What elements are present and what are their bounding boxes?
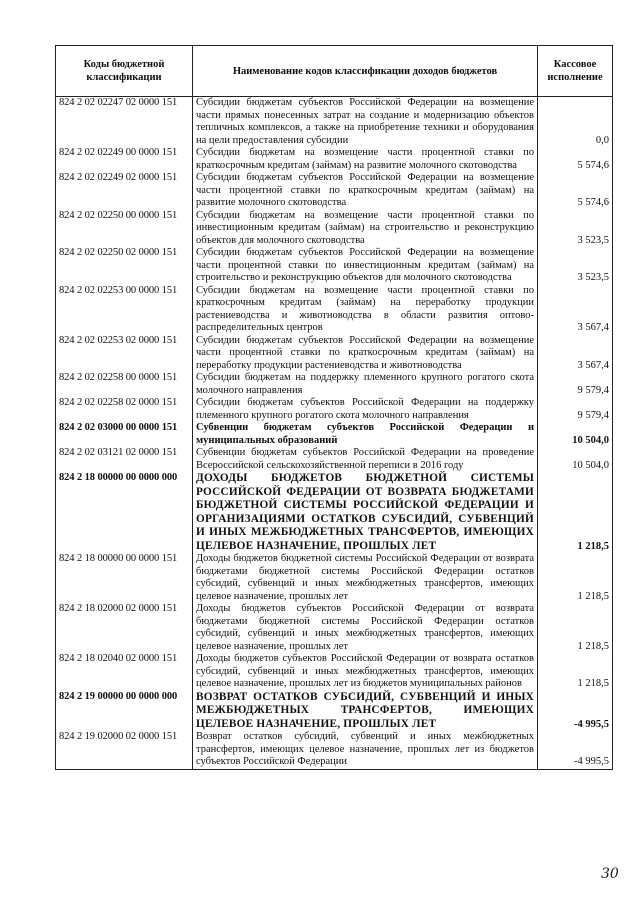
classification-code: 824 2 02 02247 02 0000 151 bbox=[56, 97, 193, 148]
cash-execution-value: 10 504,0 bbox=[538, 447, 613, 472]
classification-code: 824 2 19 00000 00 0000 000 bbox=[56, 691, 193, 732]
cash-execution-value: 9 579,4 bbox=[538, 397, 613, 422]
classification-name: Субсидии бюджетам на поддержку племенного крупного рогатого скота молочного направления bbox=[193, 372, 538, 397]
table-row bbox=[56, 472, 613, 553]
classification-code: 824 2 02 02253 02 0000 151 bbox=[56, 335, 193, 373]
cash-execution-value: 0,0 bbox=[538, 97, 613, 148]
cash-execution-value: 1 218,5 bbox=[538, 553, 613, 603]
classification-name: ВОЗВРАТ ОСТАТКОВ СУБСИДИЙ, СУБВЕНЦИЙ И ИНЫХ МЕЖБЮДЖЕТНЫХ ТРАНСФЕРТОВ, ИМЕЮЩИХ ЦЕЛЕВОЕ НАЗНАЧЕНИЕ, ПРОШЛЫХ ЛЕТ bbox=[193, 691, 538, 732]
classification-code: 824 2 02 02253 00 0000 151 bbox=[56, 285, 193, 335]
table-row bbox=[56, 247, 613, 285]
table-row bbox=[56, 335, 613, 373]
classification-name: ДОХОДЫ БЮДЖЕТОВ БЮДЖЕТНОЙ СИСТЕМЫ РОССИЙСКОЙ ФЕДЕРАЦИИ ОТ ВОЗВРАТА БЮДЖЕТАМИ БЮДЖЕТНОЙ СИСТЕМЫ РОССИЙСКОЙ ФЕДЕРАЦИИ И ОРГАНИЗАЦИЯМИ ОСТАТКОВ СУБСИДИЙ, СУБВЕНЦИЙ И ИНЫХ МЕЖБЮДЖЕТНЫХ ТРАНСФЕРТОВ, ИМЕЮЩИХ ЦЕЛЕВОЕ НАЗНАЧЕНИЕ, ПРОШЛЫХ ЛЕТ bbox=[193, 472, 538, 553]
page-number: 30 bbox=[601, 866, 619, 882]
table-header-row bbox=[56, 46, 613, 97]
table-row bbox=[56, 172, 613, 210]
classification-name: Субсидии бюджетам субъектов Российской Федерации на поддержку племенного крупного рогатого скота молочного направления bbox=[193, 397, 538, 422]
classification-code: 824 2 02 02249 02 0000 151 bbox=[56, 172, 193, 210]
table-row bbox=[56, 97, 613, 148]
table-body bbox=[56, 97, 613, 770]
classification-code: 824 2 02 02250 02 0000 151 bbox=[56, 247, 193, 285]
classification-name: Субсидии бюджетам субъектов Российской Федерации на возмещение части процентной ставки по краткосрочным кредитам (займам) на переработку продукции растениеводства и животноводства bbox=[193, 335, 538, 373]
cash-execution-value: 3 523,5 bbox=[538, 247, 613, 285]
classification-code: 824 2 18 00000 00 0000 151 bbox=[56, 553, 193, 603]
classification-name: Субвенции бюджетам субъектов Российской Федерации на проведение Всероссийской сельскохозяйственной переписи в 2016 году bbox=[193, 447, 538, 472]
classification-name: Субсидии бюджетам субъектов Российской Федерации на возмещение части процентной ставки по краткосрочным кредитам (займам) на развитие молочного скотоводства bbox=[193, 172, 538, 210]
budget-document bbox=[55, 45, 612, 770]
table-row bbox=[56, 147, 613, 172]
cash-execution-value: 5 574,6 bbox=[538, 172, 613, 210]
classification-code: 824 2 02 02250 00 0000 151 bbox=[56, 210, 193, 248]
classification-name: Субсидии бюджетам на возмещение части процентной ставки по краткосрочным кредитам (займам) на переработку продукции растениеводства и животноводства в области развития оптово-распределительных центров bbox=[193, 285, 538, 335]
classification-name: Субсидии бюджетам субъектов Российской Федерации на возмещение части процентной ставки по инвестиционным кредитам (займам) на строительство и реконструкцию объектов для молочного скотоводства bbox=[193, 247, 538, 285]
header-names: Наименование кодов классификации доходов бюджетов bbox=[193, 46, 538, 97]
table-row bbox=[56, 285, 613, 335]
classification-code: 824 2 02 03121 02 0000 151 bbox=[56, 447, 193, 472]
classification-name: Доходы бюджетов субъектов Российской Федерации от возврата остатков субсидий, субвенций и иных межбюджетных трансфертов, имеющих целевое назначение, прошлых лет из бюджетов муниципальных районов bbox=[193, 653, 538, 691]
classification-name: Доходы бюджетов субъектов Российской Федерации от возврата бюджетами бюджетной системы Российской Федерации остатков субсидий, субвенций и иных межбюджетных трансфертов, имеющих целевое назначение, прошлых лет bbox=[193, 603, 538, 653]
classification-code: 824 2 02 02258 02 0000 151 bbox=[56, 397, 193, 422]
classification-code: 824 2 18 02000 02 0000 151 bbox=[56, 603, 193, 653]
classification-code: 824 2 02 02258 00 0000 151 bbox=[56, 372, 193, 397]
table-row bbox=[56, 422, 613, 447]
classification-name: Возврат остатков субсидий, субвенций и иных межбюджетных трансфертов, имеющих целевое назначение, прошлых лет из бюджетов субъектов Российской Федерации bbox=[193, 731, 538, 769]
table-row bbox=[56, 447, 613, 472]
revenue-table bbox=[55, 45, 613, 770]
table-row bbox=[56, 397, 613, 422]
classification-code: 824 2 18 00000 00 0000 000 bbox=[56, 472, 193, 553]
table-row bbox=[56, 691, 613, 732]
cash-execution-value: 10 504,0 bbox=[538, 422, 613, 447]
classification-name: Доходы бюджетов бюджетной системы Российской Федерации от возврата бюджетами бюджетной системы Российской Федерации остатков субсидий, субвенций и иных межбюджетных трансфертов, имеющих целевое назначение, прошлых лет bbox=[193, 553, 538, 603]
classification-name: Субсидии бюджетам на возмещение части процентной ставки по краткосрочным кредитам (займам) на развитие молочного скотоводства bbox=[193, 147, 538, 172]
classification-code: 824 2 02 03000 00 0000 151 bbox=[56, 422, 193, 447]
classification-name: Субвенции бюджетам субъектов Российской Федерации и муниципальных образований bbox=[193, 422, 538, 447]
cash-execution-value: 1 218,5 bbox=[538, 472, 613, 553]
table-row bbox=[56, 210, 613, 248]
classification-name: Субсидии бюджетам на возмещение части процентной ставки по инвестиционным кредитам (займам) на строительство и реконструкцию объектов для молочного скотоводства bbox=[193, 210, 538, 248]
classification-code: 824 2 19 02000 02 0000 151 bbox=[56, 731, 193, 769]
cash-execution-value: 1 218,5 bbox=[538, 653, 613, 691]
cash-execution-value: 1 218,5 bbox=[538, 603, 613, 653]
header-codes: Коды бюджетной классификации bbox=[56, 46, 193, 97]
table-row bbox=[56, 731, 613, 769]
table-row bbox=[56, 553, 613, 603]
classification-code: 824 2 02 02249 00 0000 151 bbox=[56, 147, 193, 172]
cash-execution-value: 3 523,5 bbox=[538, 210, 613, 248]
cash-execution-value: 3 567,4 bbox=[538, 285, 613, 335]
classification-code: 824 2 18 02040 02 0000 151 bbox=[56, 653, 193, 691]
cash-execution-value: 3 567,4 bbox=[538, 335, 613, 373]
cash-execution-value: -4 995,5 bbox=[538, 731, 613, 769]
cash-execution-value: 9 579,4 bbox=[538, 372, 613, 397]
header-execution: Кассовое исполнение bbox=[538, 46, 613, 97]
cash-execution-value: 5 574,6 bbox=[538, 147, 613, 172]
table-row bbox=[56, 603, 613, 653]
classification-name: Субсидии бюджетам субъектов Российской Федерации на возмещение части прямых понесенных затрат на создание и модернизацию объектов тепличных комплексов, а также на приобретение техники и оборудования на цели предоставления субсидии bbox=[193, 97, 538, 148]
table-row bbox=[56, 653, 613, 691]
cash-execution-value: -4 995,5 bbox=[538, 691, 613, 732]
table-row bbox=[56, 372, 613, 397]
